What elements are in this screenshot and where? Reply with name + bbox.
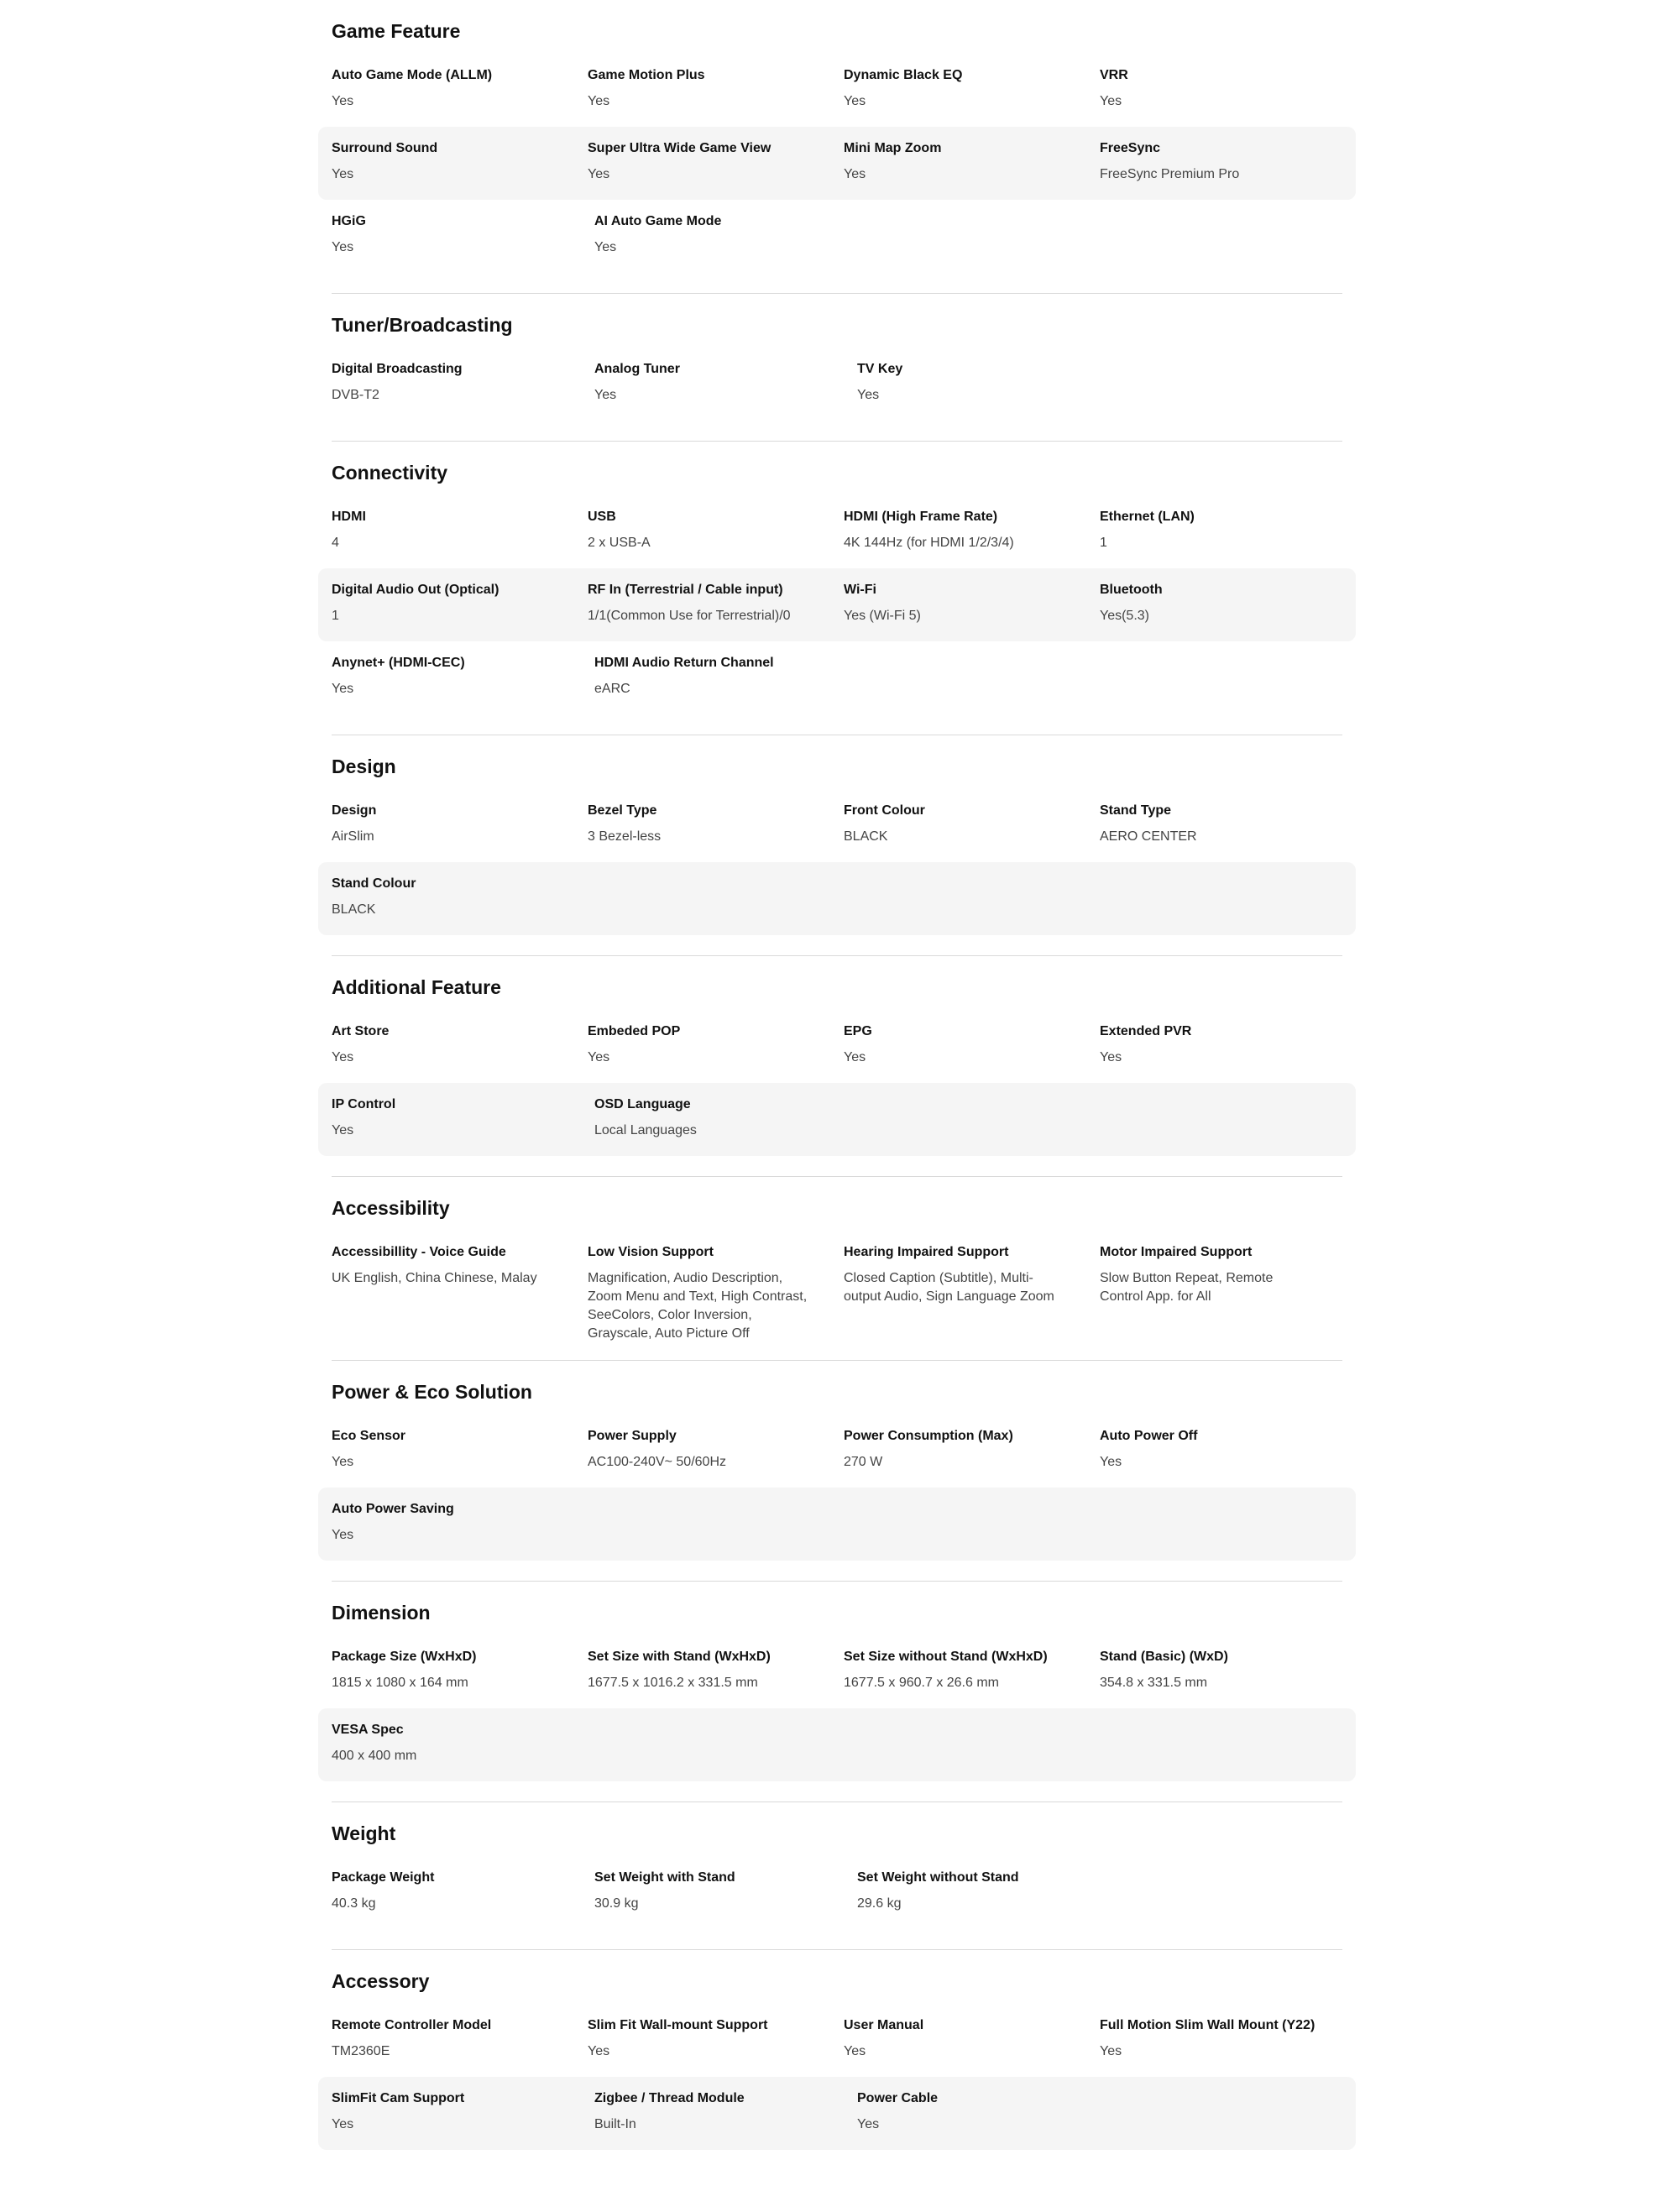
spec-label: Design — [332, 803, 377, 818]
spec-section-dimension — [318, 1590, 1356, 1802]
spec-row — [318, 641, 1356, 714]
spec-label: HGiG — [332, 214, 366, 228]
spec-value: Yes — [857, 2117, 880, 2131]
spec-item-extended-pvr — [1100, 1023, 1356, 1083]
spec-value: Yes — [588, 167, 610, 181]
spec-item-tv-key — [857, 361, 1120, 421]
spec-value: Yes — [1100, 2044, 1122, 2058]
spec-item-embeded-pop — [588, 1023, 844, 1083]
spec-item-package-size-wxhxd — [332, 1649, 588, 1708]
spec-label: Stand (Basic) (WxD) — [1100, 1650, 1228, 1664]
spec-value: Slow Button Repeat, Remote Control App. for All — [1100, 1271, 1274, 1304]
spec-item-digital-audio-out-optical — [332, 582, 588, 641]
spec-label: Slim Fit Wall-mount Support — [588, 2018, 768, 2032]
spec-item-vrr — [1100, 67, 1356, 127]
spec-section-game-feature — [318, 8, 1356, 294]
spec-section-tuner-broadcasting — [318, 302, 1356, 442]
section-divider — [332, 293, 1342, 294]
spec-value: Local Languages — [594, 1123, 697, 1137]
spec-value: 1 — [332, 609, 339, 623]
spec-value: 1/1(Common Use for Terrestrial)/0 — [588, 609, 791, 623]
spec-label: Auto Power Saving — [332, 1502, 454, 1516]
spec-item-mini-map-zoom — [844, 140, 1100, 200]
spec-section-design — [318, 744, 1356, 956]
spec-label: Game Motion Plus — [588, 68, 705, 82]
spec-label: Power Consumption (Max) — [844, 1429, 1013, 1443]
section-title: Additional Feature — [332, 976, 501, 998]
section-title: Weight — [332, 1822, 396, 1844]
spec-value: 40.3 kg — [332, 1896, 376, 1911]
spec-label: Accessibillity - Voice Guide — [332, 1245, 506, 1259]
spec-label: RF In (Terrestrial / Cable input) — [588, 583, 783, 597]
spec-item-eco-sensor — [332, 1428, 588, 1488]
spec-label: Art Store — [332, 1024, 390, 1038]
spec-item-digital-broadcasting — [332, 361, 594, 421]
spec-item-hdmi-high-frame-rate — [844, 509, 1100, 568]
spec-row — [318, 1231, 1356, 1340]
spec-value: Yes — [332, 2117, 354, 2131]
spec-item-hdmi — [332, 509, 588, 568]
spec-item-hearing-impaired-support — [844, 1244, 1100, 1340]
spec-label: Embeded POP — [588, 1024, 681, 1038]
spec-value: UK English, China Chinese, Malay — [332, 1271, 537, 1285]
spec-item-osd-language — [594, 1096, 857, 1156]
spec-label: USB — [588, 510, 616, 524]
spec-item-slimfit-cam-support — [332, 2090, 594, 2150]
spec-value: Yes — [857, 388, 880, 402]
spec-value: 3 Bezel-less — [588, 829, 662, 844]
spec-item-anynet-hdmi-cec — [332, 655, 594, 714]
spec-value: Yes — [332, 1050, 354, 1064]
spec-item-motor-impaired-support — [1100, 1244, 1356, 1340]
spec-value: Yes — [1100, 1455, 1122, 1469]
spec-label: EPG — [844, 1024, 872, 1038]
spec-label: Auto Game Mode (ALLM) — [332, 68, 493, 82]
spec-value: Yes — [1100, 94, 1122, 108]
spec-value: Yes — [844, 2044, 866, 2058]
spec-item-full-motion-slim-wall-mount-y22 — [1100, 2017, 1356, 2077]
spec-value: TM2360E — [332, 2044, 390, 2058]
section-divider — [332, 1581, 1342, 1582]
spec-value: Built-In — [594, 2117, 636, 2131]
spec-label: Auto Power Off — [1100, 1429, 1198, 1443]
spec-item-power-cable — [857, 2090, 1120, 2150]
spec-label: Power Cable — [857, 2091, 939, 2105]
spec-item-ip-control — [332, 1096, 594, 1156]
spec-item-stand-colour — [332, 876, 594, 935]
spec-label: VESA Spec — [332, 1723, 404, 1737]
spec-item-stand-basic-wxd — [1100, 1649, 1356, 1708]
spec-value: AERO CENTER — [1100, 829, 1197, 844]
spec-label: OSD Language — [594, 1097, 691, 1111]
spec-value: Yes(5.3) — [1100, 609, 1149, 623]
spec-label: Remote Controller Model — [332, 2018, 492, 2032]
spec-value: DVB-T2 — [332, 388, 379, 402]
spec-item-accessibillity-voice-guide — [332, 1244, 588, 1340]
spec-item-vesa-spec — [332, 1722, 594, 1781]
spec-item-art-store — [332, 1023, 588, 1083]
spec-label: Motor Impaired Support — [1100, 1245, 1253, 1259]
spec-item-power-supply — [588, 1428, 844, 1488]
spec-value: 1815 x 1080 x 164 mm — [332, 1676, 468, 1690]
spec-label: Power Supply — [588, 1429, 677, 1443]
spec-item-set-weight-without-stand — [857, 1869, 1120, 1929]
spec-label: Super Ultra Wide Game View — [588, 141, 772, 155]
spec-label: FreeSync — [1100, 141, 1161, 155]
spec-label: Set Weight with Stand — [594, 1870, 735, 1885]
spec-list — [318, 0, 1356, 2150]
spec-label: IP Control — [332, 1097, 396, 1111]
spec-row — [318, 54, 1356, 127]
spec-value: 4 — [332, 536, 339, 550]
spec-item-usb — [588, 509, 844, 568]
spec-item-user-manual — [844, 2017, 1100, 2077]
spec-item-design — [332, 803, 588, 862]
section-title: Dimension — [332, 1602, 431, 1624]
spec-value: Yes — [594, 388, 617, 402]
spec-item-stand-type — [1100, 803, 1356, 862]
spec-label: Stand Colour — [332, 876, 416, 891]
spec-label: Wi-Fi — [844, 583, 876, 597]
spec-value: Yes — [588, 2044, 610, 2058]
spec-label: Set Weight without Stand — [857, 1870, 1019, 1885]
spec-row — [318, 1488, 1356, 1561]
spec-value: Yes — [332, 167, 354, 181]
spec-item-slim-fit-wall-mount-support — [588, 2017, 844, 2077]
spec-item-package-weight — [332, 1869, 594, 1929]
spec-value: Yes — [332, 94, 354, 108]
spec-label: VRR — [1100, 68, 1128, 82]
spec-row — [318, 348, 1356, 421]
spec-value: Yes — [844, 1050, 866, 1064]
spec-label: Package Size (WxHxD) — [332, 1650, 477, 1664]
section-divider — [332, 441, 1342, 442]
spec-value: 1677.5 x 1016.2 x 331.5 mm — [588, 1676, 758, 1690]
spec-label: Dynamic Black EQ — [844, 68, 963, 82]
spec-label: Set Size without Stand (WxHxD) — [844, 1650, 1048, 1664]
spec-item-epg — [844, 1023, 1100, 1083]
section-divider — [332, 955, 1342, 956]
spec-label: User Manual — [844, 2018, 924, 2032]
spec-value: 1677.5 x 960.7 x 26.6 mm — [844, 1676, 999, 1690]
spec-label: Full Motion Slim Wall Mount (Y22) — [1100, 2018, 1315, 2032]
spec-row — [318, 2004, 1356, 2077]
spec-label: Stand Type — [1100, 803, 1172, 818]
section-divider — [332, 1176, 1342, 1177]
spec-label: HDMI — [332, 510, 366, 524]
spec-value: Yes — [588, 1050, 610, 1064]
spec-row — [318, 1708, 1356, 1781]
spec-row — [318, 1635, 1356, 1708]
spec-item-set-weight-with-stand — [594, 1869, 857, 1929]
spec-item-rf-in-terrestrial-cable-input — [588, 582, 844, 641]
spec-label: Package Weight — [332, 1870, 435, 1885]
spec-label: Bezel Type — [588, 803, 657, 818]
spec-label: Digital Broadcasting — [332, 362, 463, 376]
spec-item-analog-tuner — [594, 361, 857, 421]
spec-value: Yes — [332, 240, 354, 254]
spec-item-wi-fi — [844, 582, 1100, 641]
spec-value: Closed Caption (Subtitle), Multi- output Audio, Sign Language Zoom — [844, 1271, 1054, 1304]
spec-label: Front Colour — [844, 803, 925, 818]
spec-value: BLACK — [844, 829, 888, 844]
spec-value: AC100-240V~ 50/60Hz — [588, 1455, 726, 1469]
spec-section-weight — [318, 1811, 1356, 1950]
section-divider — [332, 1360, 1342, 1361]
spec-label: TV Key — [857, 362, 903, 376]
spec-label: Mini Map Zoom — [844, 141, 942, 155]
spec-label: SlimFit Cam Support — [332, 2091, 465, 2105]
spec-item-game-motion-plus — [588, 67, 844, 127]
spec-row — [318, 789, 1356, 862]
spec-value: Yes — [594, 240, 617, 254]
spec-item-bluetooth — [1100, 582, 1356, 641]
spec-value: Yes — [332, 1123, 354, 1137]
spec-item-set-size-without-stand-wxhxd — [844, 1649, 1100, 1708]
spec-value: 354.8 x 331.5 mm — [1100, 1676, 1208, 1690]
spec-value: Yes — [588, 94, 610, 108]
spec-value: BLACK — [332, 902, 376, 917]
spec-value: FreeSync Premium Pro — [1100, 167, 1240, 181]
spec-label: Analog Tuner — [594, 362, 680, 376]
spec-section-connectivity — [318, 450, 1356, 735]
spec-item-zigbee-thread-module — [594, 2090, 857, 2150]
section-title: Power & Eco Solution — [332, 1381, 532, 1403]
spec-item-power-consumption-max — [844, 1428, 1100, 1488]
spec-label: Hearing Impaired Support — [844, 1245, 1009, 1259]
spec-label: Eco Sensor — [332, 1429, 406, 1443]
spec-item-front-colour — [844, 803, 1100, 862]
spec-label: Anynet+ (HDMI-CEC) — [332, 656, 465, 670]
spec-item-hgig — [332, 213, 594, 273]
spec-label: AI Auto Game Mode — [594, 214, 722, 228]
spec-item-super-ultra-wide-game-view — [588, 140, 844, 200]
spec-value: 2 x USB-A — [588, 536, 651, 550]
spec-value: 270 W — [844, 1455, 883, 1469]
spec-label: HDMI (High Frame Rate) — [844, 510, 998, 524]
spec-item-auto-power-saving — [332, 1501, 594, 1561]
spec-value: Magnification, Audio Description, Zoom Menu and Text, High Contrast, SeeColors, Color Inversion, Grayscale, Auto Picture Off — [588, 1271, 808, 1341]
section-divider — [332, 1801, 1342, 1802]
spec-value: 29.6 kg — [857, 1896, 902, 1911]
spec-item-freesync — [1100, 140, 1356, 200]
spec-row — [318, 1415, 1356, 1488]
spec-value: 4K 144Hz (for HDMI 1/2/3/4) — [844, 536, 1014, 550]
spec-value: Yes — [844, 167, 866, 181]
spec-value: Yes — [844, 94, 866, 108]
spec-item-ai-auto-game-mode — [594, 213, 857, 273]
spec-section-accessibility — [318, 1185, 1356, 1361]
spec-label: Extended PVR — [1100, 1024, 1192, 1038]
section-title: Connectivity — [332, 462, 448, 484]
spec-row — [318, 1083, 1356, 1156]
section-title: Design — [332, 756, 396, 777]
spec-item-set-size-with-stand-wxhxd — [588, 1649, 844, 1708]
spec-item-hdmi-audio-return-channel — [594, 655, 857, 714]
spec-value: Yes — [332, 1455, 354, 1469]
spec-section-accessory — [318, 1958, 1356, 2150]
spec-item-auto-game-mode-allm — [332, 67, 588, 127]
spec-row — [318, 1856, 1356, 1929]
spec-row — [318, 127, 1356, 200]
spec-label: Bluetooth — [1100, 583, 1163, 597]
section-title: Game Feature — [332, 20, 461, 42]
spec-row — [318, 495, 1356, 568]
spec-row — [318, 200, 1356, 273]
section-title: Accessibility — [332, 1197, 450, 1219]
spec-value: Yes — [332, 1528, 354, 1542]
spec-item-bezel-type — [588, 803, 844, 862]
spec-row — [318, 2077, 1356, 2150]
spec-label: Zigbee / Thread Module — [594, 2091, 745, 2105]
spec-label: Surround Sound — [332, 141, 438, 155]
spec-row — [318, 568, 1356, 641]
section-title: Accessory — [332, 1970, 430, 1992]
spec-value: Yes — [332, 682, 354, 696]
spec-label: Low Vision Support — [588, 1245, 714, 1259]
spec-item-low-vision-support — [588, 1244, 844, 1340]
spec-value: Yes — [1100, 1050, 1122, 1064]
spec-value: 30.9 kg — [594, 1896, 639, 1911]
spec-label: Set Size with Stand (WxHxD) — [588, 1650, 771, 1664]
spec-value: AirSlim — [332, 829, 374, 844]
spec-value: eARC — [594, 682, 630, 696]
spec-label: HDMI Audio Return Channel — [594, 656, 774, 670]
spec-item-dynamic-black-eq — [844, 67, 1100, 127]
spec-item-ethernet-lan — [1100, 509, 1356, 568]
spec-label: Ethernet (LAN) — [1100, 510, 1195, 524]
section-title: Tuner/Broadcasting — [332, 314, 513, 336]
spec-value: 1 — [1100, 536, 1107, 550]
spec-section-power-eco-solution — [318, 1369, 1356, 1582]
section-divider — [332, 1949, 1342, 1950]
spec-section-additional-feature — [318, 965, 1356, 1177]
spec-item-surround-sound — [332, 140, 588, 200]
spec-label: Digital Audio Out (Optical) — [332, 583, 500, 597]
spec-value: 400 x 400 mm — [332, 1749, 417, 1763]
spec-item-remote-controller-model — [332, 2017, 588, 2077]
spec-row — [318, 862, 1356, 935]
spec-row — [318, 1010, 1356, 1083]
spec-item-auto-power-off — [1100, 1428, 1356, 1488]
spec-value: Yes (Wi-Fi 5) — [844, 609, 921, 623]
